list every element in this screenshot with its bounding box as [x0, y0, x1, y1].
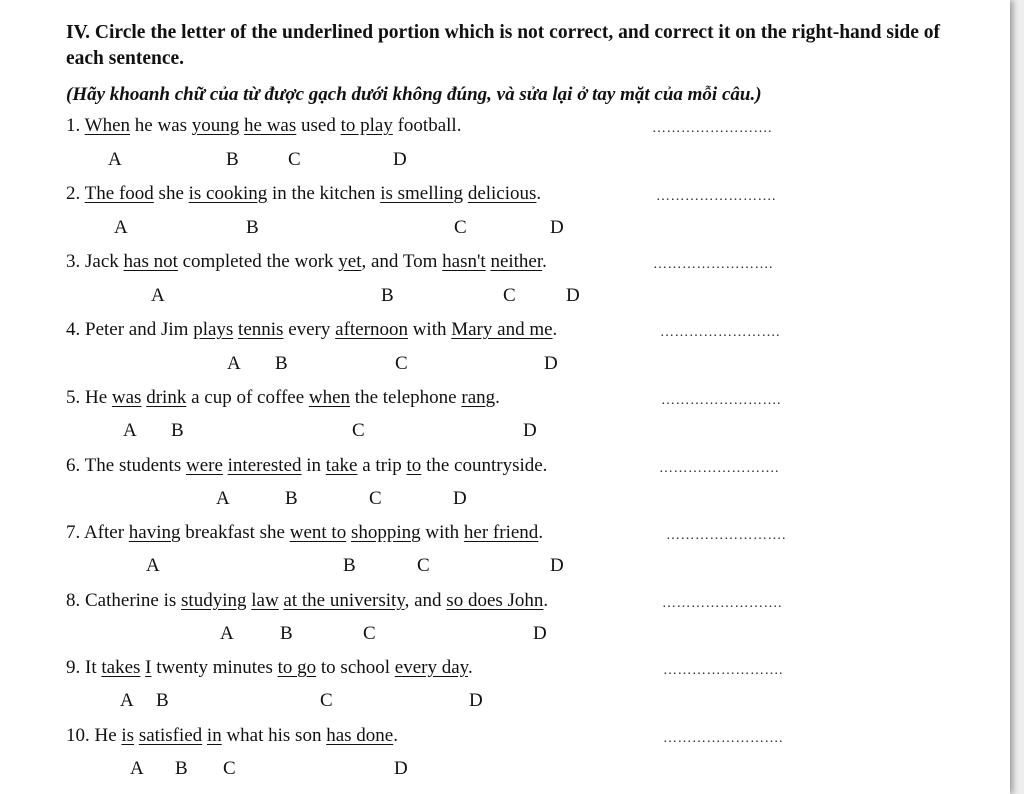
- option-letter-d[interactable]: D: [550, 555, 564, 576]
- option-letter-c[interactable]: C: [352, 420, 365, 441]
- option-letter-a[interactable]: A: [120, 690, 134, 711]
- sentence-text: 8. Catherine is: [66, 590, 182, 611]
- underlined-portion: satisfied: [138, 725, 203, 746]
- option-letter-d[interactable]: D: [469, 690, 483, 711]
- underlined-portion: has done: [326, 725, 394, 746]
- sentence-text: in the kitchen: [267, 183, 381, 204]
- answer-blank[interactable]: …………………….: [662, 596, 782, 611]
- option-letter-b[interactable]: B: [285, 488, 298, 509]
- answer-blank[interactable]: …………………….: [659, 461, 779, 476]
- exercise-instruction-vietnamese: (Hãy khoanh chữ của từ được gạch dưới không đúng, và sửa lại ở tay mặt của mỗi câu.): [66, 84, 762, 105]
- sentence-text: 9. It: [66, 657, 102, 678]
- sentence-text: football.: [392, 115, 462, 136]
- underlined-portion: rang: [461, 387, 496, 408]
- underlined-portion: takes: [101, 657, 141, 678]
- sentence-text: twenty minutes: [151, 657, 278, 678]
- underlined-portion: to: [406, 455, 422, 476]
- underlined-portion: drink: [146, 387, 187, 408]
- sentence-text: .: [495, 387, 500, 408]
- underlined-portion: take: [325, 455, 358, 476]
- sentence-text: .: [538, 522, 544, 543]
- sentence-text: .: [552, 319, 558, 340]
- sentence-text: 2.: [66, 183, 85, 204]
- option-letter-d[interactable]: D: [523, 420, 537, 441]
- sentence-7: [66, 520, 543, 546]
- sentence-text: 6. The students: [66, 455, 186, 476]
- option-letter-c[interactable]: C: [363, 623, 376, 644]
- answer-blank[interactable]: …………………….: [663, 663, 783, 678]
- option-letter-d[interactable]: D: [393, 149, 407, 170]
- underlined-portion: When: [84, 115, 131, 136]
- sentence-text: , and: [404, 590, 447, 611]
- underlined-portion: interested: [227, 455, 302, 476]
- option-letter-c[interactable]: C: [223, 758, 236, 779]
- answer-blank[interactable]: …………………….: [661, 393, 781, 408]
- option-letter-a[interactable]: A: [216, 488, 230, 509]
- sentence-text: 4. Peter and Jim: [66, 319, 194, 340]
- option-letter-b[interactable]: B: [171, 420, 184, 441]
- answer-blank[interactable]: …………………….: [653, 257, 773, 272]
- option-letter-b[interactable]: B: [226, 149, 239, 170]
- sentence-text: the countryside.: [421, 455, 548, 476]
- underlined-portion: afternoon: [335, 319, 408, 340]
- sentence-text: .: [543, 590, 549, 611]
- sentence-text: .: [467, 657, 473, 678]
- option-letter-d[interactable]: D: [394, 758, 408, 779]
- sentence-8: [66, 588, 548, 614]
- sentence-text: a trip: [357, 455, 407, 476]
- option-letter-d[interactable]: D: [533, 623, 547, 644]
- answer-blank[interactable]: …………………….: [660, 325, 780, 340]
- sentence-10: [66, 723, 398, 749]
- underlined-portion: were: [185, 455, 223, 476]
- option-letter-c[interactable]: C: [320, 690, 333, 711]
- sentence-text: breakfast she: [180, 522, 290, 543]
- sentence-3: [66, 249, 547, 275]
- option-letter-b[interactable]: B: [275, 353, 288, 374]
- underlined-portion: to play: [340, 115, 393, 136]
- option-letter-d[interactable]: D: [566, 285, 580, 306]
- option-letter-b[interactable]: B: [246, 217, 259, 238]
- underlined-portion: is smelling: [380, 183, 464, 204]
- option-letter-a[interactable]: A: [108, 149, 122, 170]
- sentence-5: [66, 385, 500, 411]
- option-letter-a[interactable]: A: [146, 555, 160, 576]
- underlined-portion: law: [251, 590, 279, 611]
- sentence-1: [66, 113, 461, 139]
- sentence-text: .: [393, 725, 398, 746]
- option-letter-c[interactable]: C: [503, 285, 516, 306]
- underlined-portion: is: [121, 725, 135, 746]
- answer-blank[interactable]: …………………….: [666, 528, 786, 543]
- answer-blank[interactable]: …………………….: [652, 121, 772, 136]
- sentence-6: [66, 453, 547, 479]
- underlined-portion: her friend: [463, 522, 539, 543]
- underlined-portion: plays: [193, 319, 234, 340]
- sentence-2: [66, 181, 541, 207]
- option-letter-c[interactable]: C: [369, 488, 382, 509]
- sentence-text: he was: [130, 115, 192, 136]
- sentence-text: every: [283, 319, 336, 340]
- sentence-text: .: [542, 251, 547, 272]
- option-letter-c[interactable]: C: [454, 217, 467, 238]
- sentence-text: she: [153, 183, 189, 204]
- underlined-portion: in: [206, 725, 222, 746]
- underlined-portion: to go: [277, 657, 317, 678]
- sentence-text: completed the work: [177, 251, 339, 272]
- sentence-text: to school: [316, 657, 395, 678]
- sentence-text: with: [420, 522, 464, 543]
- option-letter-d[interactable]: D: [453, 488, 467, 509]
- underlined-portion: has not: [123, 251, 178, 272]
- sentence-text: 3. Jack: [66, 251, 124, 272]
- answer-blank[interactable]: …………………….: [663, 731, 783, 746]
- underlined-portion: having: [128, 522, 181, 543]
- underlined-portion: so does John: [446, 590, 544, 611]
- sentence-text: 7. After: [66, 522, 129, 543]
- underlined-portion: neither: [490, 251, 543, 272]
- sentence-text: , and Tom: [361, 251, 443, 272]
- option-letter-a[interactable]: A: [220, 623, 234, 644]
- exercise-title: IV. Circle the letter of the underlined portion which is not correct, and correct it on the right-hand side of each sentence.: [66, 22, 940, 69]
- option-letter-b[interactable]: B: [280, 623, 293, 644]
- sentence-text: 1.: [66, 115, 85, 136]
- underlined-portion: tennis: [238, 319, 284, 340]
- underlined-portion: Mary and me: [451, 319, 553, 340]
- underlined-portion: yet: [338, 251, 362, 272]
- underlined-portion: I: [145, 657, 152, 678]
- option-letter-a[interactable]: A: [123, 420, 137, 441]
- underlined-portion: went to: [289, 522, 347, 543]
- option-letter-c[interactable]: C: [395, 353, 408, 374]
- option-letter-b[interactable]: B: [381, 285, 394, 306]
- sentence-text: used: [296, 115, 341, 136]
- underlined-portion: studying: [181, 590, 247, 611]
- underlined-portion: was: [111, 387, 142, 408]
- option-letter-c[interactable]: C: [288, 149, 301, 170]
- option-letter-a[interactable]: A: [227, 353, 241, 374]
- sentence-text: in: [301, 455, 326, 476]
- answer-blank[interactable]: …………………….: [656, 189, 776, 204]
- sentence-9: [66, 655, 473, 681]
- option-letter-a[interactable]: A: [130, 758, 144, 779]
- sentence-text: a cup of coffee: [186, 387, 309, 408]
- underlined-portion: every day: [394, 657, 468, 678]
- underlined-portion: young: [191, 115, 240, 136]
- underlined-portion: The food: [84, 183, 154, 204]
- option-letter-c[interactable]: C: [417, 555, 430, 576]
- option-letter-b[interactable]: B: [343, 555, 356, 576]
- underlined-portion: he was: [244, 115, 297, 136]
- sentence-text: what his son: [221, 725, 327, 746]
- option-letter-a[interactable]: A: [114, 217, 128, 238]
- underlined-portion: delicious: [467, 183, 537, 204]
- underlined-portion: shopping: [350, 522, 421, 543]
- underlined-portion: hasn't: [442, 251, 486, 272]
- sentence-4: [66, 317, 557, 343]
- option-letter-a[interactable]: A: [151, 285, 165, 306]
- underlined-portion: at the university: [283, 590, 405, 611]
- option-letter-b[interactable]: B: [175, 758, 188, 779]
- sentence-text: with: [407, 319, 452, 340]
- sentence-text: 10. He: [66, 725, 122, 746]
- option-letter-d[interactable]: D: [544, 353, 558, 374]
- sentence-text: .: [536, 183, 542, 204]
- underlined-portion: when: [308, 387, 351, 408]
- option-letter-d[interactable]: D: [550, 217, 564, 238]
- option-letter-b[interactable]: B: [156, 690, 169, 711]
- sentence-text: 5. He: [66, 387, 112, 408]
- sentence-text: the telephone: [350, 387, 462, 408]
- underlined-portion: is cooking: [188, 183, 268, 204]
